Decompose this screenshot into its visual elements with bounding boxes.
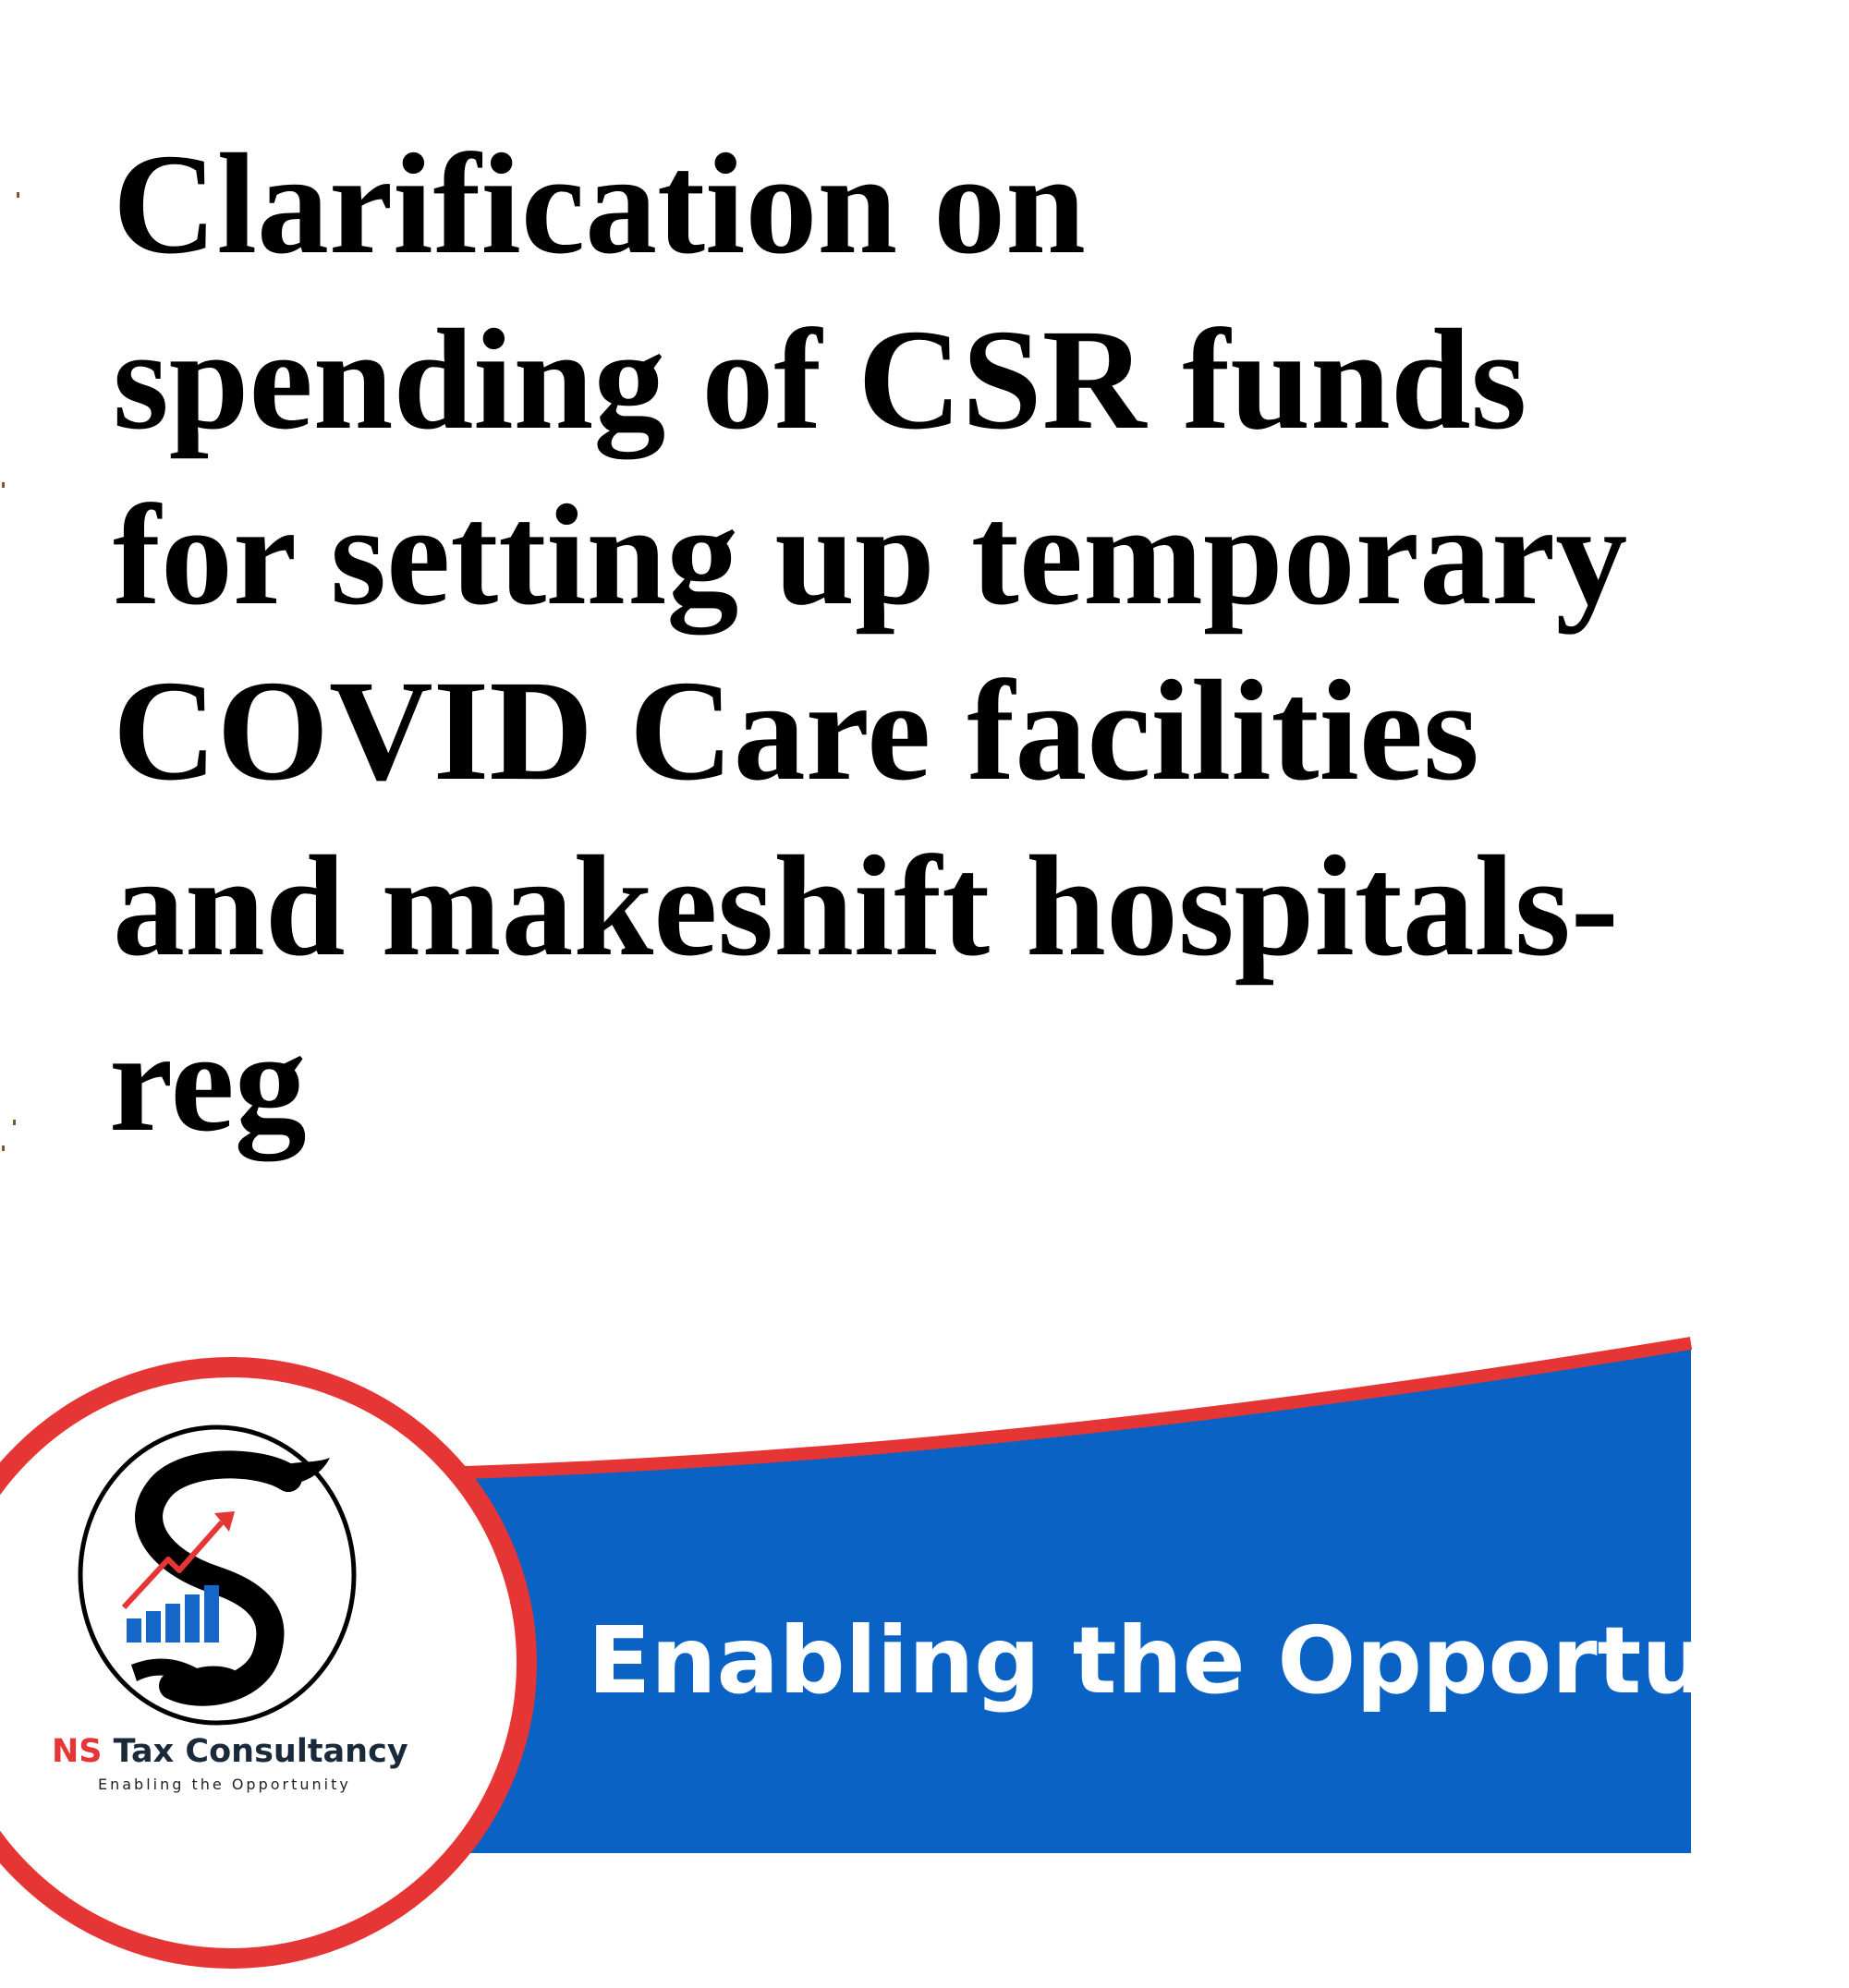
- brand-tagline: Enabling the Opportunity: [98, 1776, 351, 1793]
- blue-wave-band: [434, 1343, 1849, 1853]
- slogan: Enabling the Opportunit: [588, 1606, 1849, 1715]
- headline-line: Clarification on: [113, 124, 1086, 284]
- scan-speck: [17, 192, 19, 198]
- headline-line: COVID Care facilities: [113, 650, 1479, 810]
- ns-logo: [76, 1423, 359, 1727]
- scan-speck: [2, 1146, 5, 1151]
- brand-name-prefix: NS: [52, 1733, 103, 1770]
- headline-line: and makeshift hospitals-: [113, 826, 1619, 986]
- headline-line: reg: [109, 1001, 307, 1161]
- headline: [109, 116, 1748, 1170]
- headline-line: spending of CSR funds: [113, 299, 1527, 459]
- brand-name-rest: Tax Consultancy: [102, 1733, 408, 1770]
- brand-name: [52, 1733, 408, 1770]
- ns-monogram-s-icon: [76, 1423, 359, 1727]
- scan-speck: [13, 1120, 16, 1125]
- headline-line: for setting up temporary: [113, 475, 1628, 635]
- scan-speck: [2, 482, 5, 488]
